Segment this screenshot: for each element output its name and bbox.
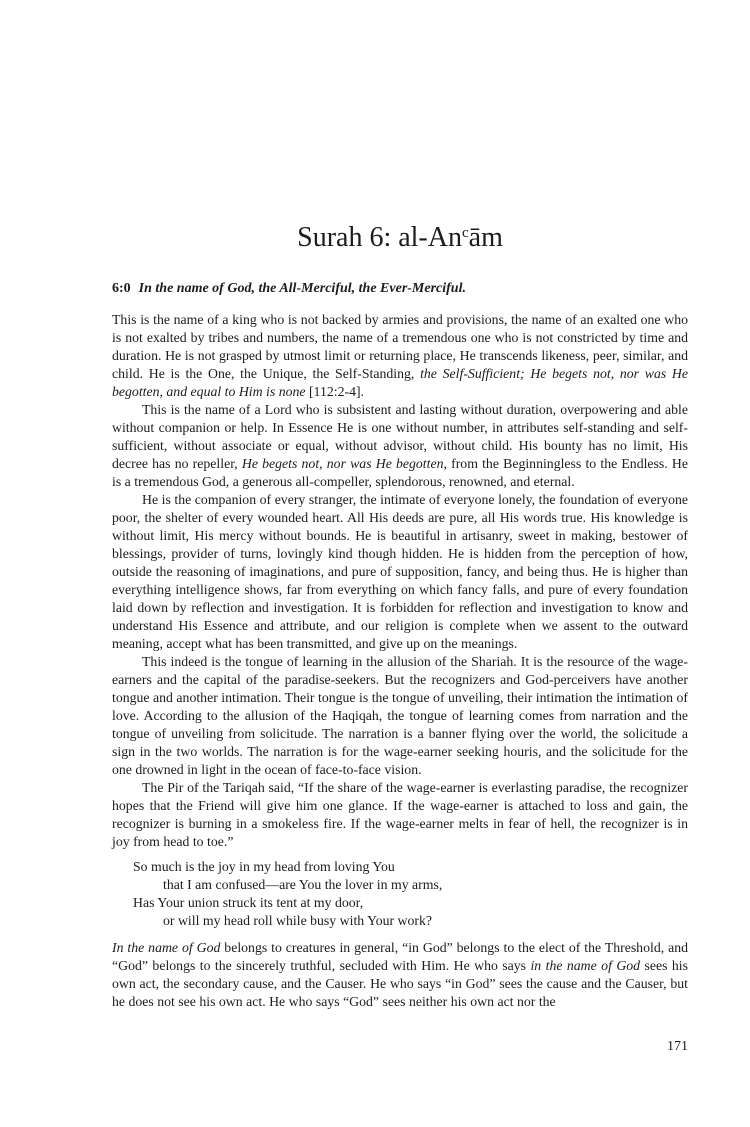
body-text-run: He is the companion of every stranger, the intimate of everyone lonely, the foundation of everyone poor, the shelter of every wounded heart. All His deeds are pure, all His words true. His knowledge is without limit, His mercy without bounds. He is beautiful in artisanry, sweet in making, bestower of blessings, provider of turns, lovingly kind though hidden. He is hidden from the perception of how, outside the reasoning of imaginations, and pure of supposition, fancy, and being thus. He is higher than everything intelligence shows, far from everything on which fancy falls, and pure of every foundation laid down by reflection and investigation. It is forbidden for reflection and investigation to know and understand His Essence and attribute, and our religion is complete when we assent to the outward meaning, accept what has been transmitted, and give up on the meanings. (112, 492, 688, 651)
poem-block (133, 858, 688, 930)
surah-title (112, 222, 688, 254)
body-paragraph (112, 653, 688, 779)
verse-heading (112, 280, 688, 298)
body-paragraph (112, 779, 688, 851)
surah-title-suffix: ām (468, 222, 503, 253)
poem-line: So much is the joy in my head from loving You (133, 859, 395, 874)
verse-translation: In the name of God, the All-Merciful, the Ever-Merciful. (138, 281, 466, 296)
body-text-run: [112:2-4]. (305, 384, 365, 399)
poem-line: that I am confused—are You the lover in my arms, (163, 877, 443, 892)
body-paragraph (112, 939, 688, 1011)
body-text-run: belongs to creatures in general, “in God” belongs to the elect of the Threshold, and “God” belongs to the sincerely truthful, secluded with Him. He who says (112, 940, 688, 973)
page-number: 171 (667, 1039, 688, 1054)
verse-ref: 6:0 (112, 281, 131, 296)
body-text-run: This is the name of a king who is not backed by armies and provisions, the name of an exalted one who is not exalted by tribes and numbers, the name of a tremendous one who is not constricted by time and duration. He is not grasped by utmost limit or returning place, He transcends likeness, peer, similar, and child. He is the One, the Unique, the Self-Standing, (112, 312, 688, 381)
body-text-run: sees his own act, the secondary cause, and the Causer. He who says “in God” sees the cause and the Causer, but he does not see his own act. He who says “God” sees neither his own act nor the (112, 958, 688, 1009)
body-text-run: , from the Beginningless to the Endless. He is a tremendous God, a generous all-compeller, splendorous, renowned, and eternal. (112, 456, 688, 489)
poem-line: Has Your union struck its tent at my door, (133, 895, 364, 910)
poem-line: or will my head roll while busy with Your work? (163, 913, 433, 928)
quoted-scripture-italic: In the name of God (112, 940, 221, 955)
body-paragraph (112, 311, 688, 401)
body-paragraph (112, 491, 688, 653)
surah-title-prefix: Surah 6: al-An (297, 222, 462, 253)
ayn-superscript: c (461, 225, 469, 241)
body-paragraph (112, 401, 688, 491)
body-text-run: This is the name of a Lord who is subsistent and lasting without duration, overpowering and able without companion or help. In Essence He is one without number, in attributes self-standing and self-sufficient, without associate or equal, without advisor, without child. His bounty has no limit, His decree has no repeller, (112, 402, 688, 471)
body-text-run: The Pir of the Tariqah said, “If the share of the wage-earner is everlasting paradise, the recognizer hopes that the Friend will give him one glance. If the wage-earner is attached to loss and gain, the recognizer is burning in a smokeless fire. If the wage-earner melts in fear of hell, the recognizer is in joy from head to toe.” (112, 780, 688, 849)
quoted-scripture-italic: He begets not, nor was He begotten (241, 456, 444, 471)
text-column (112, 222, 688, 1011)
quoted-scripture-italic: the Self-Sufficient; He begets not, nor was He begotten, and equal to Him is none (112, 366, 688, 399)
quoted-scripture-italic: in the name of God (530, 958, 641, 973)
body-text-run: This indeed is the tongue of learning in the allusion of the Shariah. It is the resource of the wage-earners and the capital of the paradise-seekers. But the recognizers and God-perceivers have another tongue and another intimation. Their tongue is the tongue of unveiling, their intimation the intimation of love. According to the allusion of the Haqiqah, the tongue of learning comes from narration and the tongue of unveiling from solicitude. The narration is a banner flying over the world, the solicitude a sign in the two worlds. The narration is for the wage-earner seeking houris, and the solicitude for the one drowned in light in the ocean of face-to-face vision. (112, 654, 688, 777)
commentary-body (112, 311, 688, 1011)
